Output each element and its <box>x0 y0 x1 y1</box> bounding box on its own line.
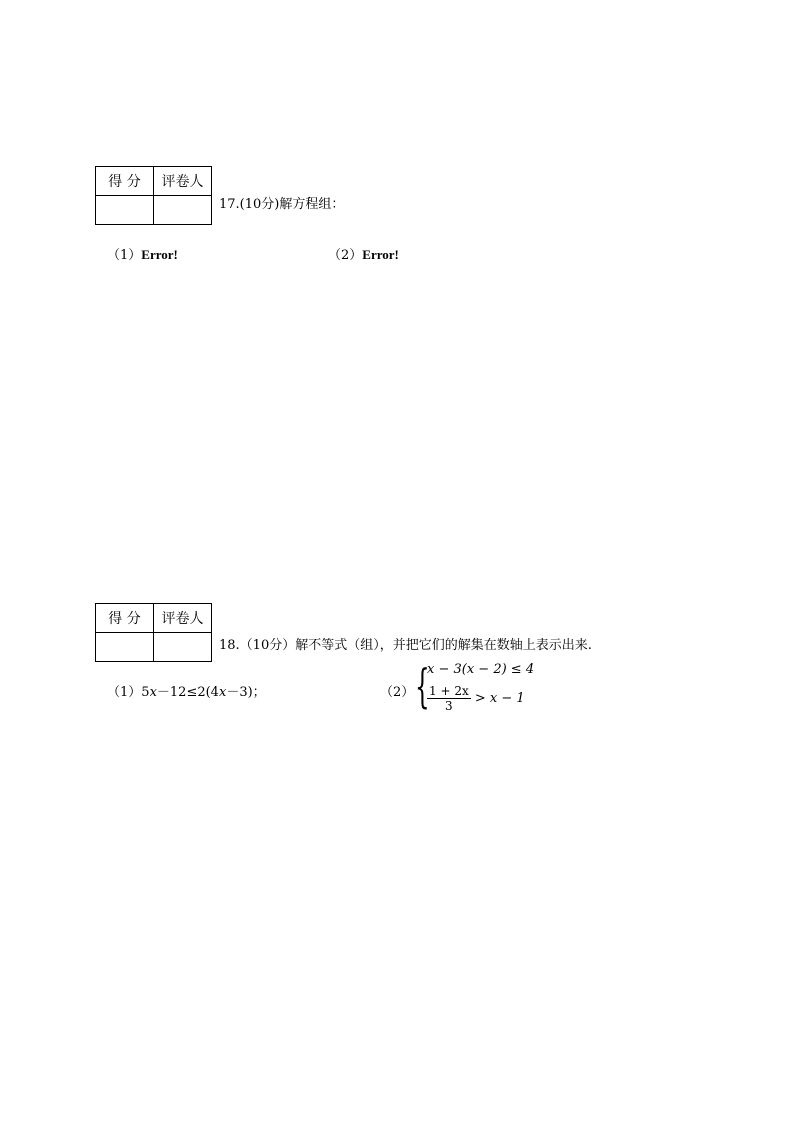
score-header: 得 分 <box>96 604 154 633</box>
score-table-q17 <box>95 166 212 225</box>
grader-header: 评卷人 <box>154 167 212 196</box>
item-label: （1） <box>107 248 142 263</box>
grader-cell <box>154 633 212 662</box>
grader-cell <box>154 196 212 225</box>
fraction-denominator: 3 <box>445 699 453 713</box>
score-header: 得 分 <box>96 167 154 196</box>
score-cell <box>96 633 154 662</box>
q18-system-line-2 <box>427 684 525 713</box>
q18-item-2-label: （2） <box>380 685 415 700</box>
q18-system-line-1: x − 3(x − 2) ≤ 4 <box>427 662 535 677</box>
q17-item-1 <box>107 244 178 263</box>
score-table-q18 <box>95 603 212 662</box>
q18-system-brace: { <box>415 659 430 713</box>
item-label: （2） <box>328 248 363 263</box>
q17-item-2 <box>328 244 399 263</box>
grader-header: 评卷人 <box>154 604 212 633</box>
question-17-title: 17.(10分)解方程组： <box>219 197 345 212</box>
item-content: Error! <box>362 247 399 262</box>
fraction <box>427 684 471 713</box>
item-content: Error! <box>141 247 178 262</box>
inequality-rhs: > x − 1 <box>474 691 525 706</box>
q18-item-1: （1）5x－12≤2(4x－3)； <box>107 685 266 700</box>
question-18-title: 18.（10分）解不等式（组），并把它们的解集在数轴上表示出来. <box>219 638 592 653</box>
item-label: （1） <box>107 685 142 700</box>
score-cell <box>96 196 154 225</box>
fraction-numerator: 1 + 2x <box>429 684 469 698</box>
